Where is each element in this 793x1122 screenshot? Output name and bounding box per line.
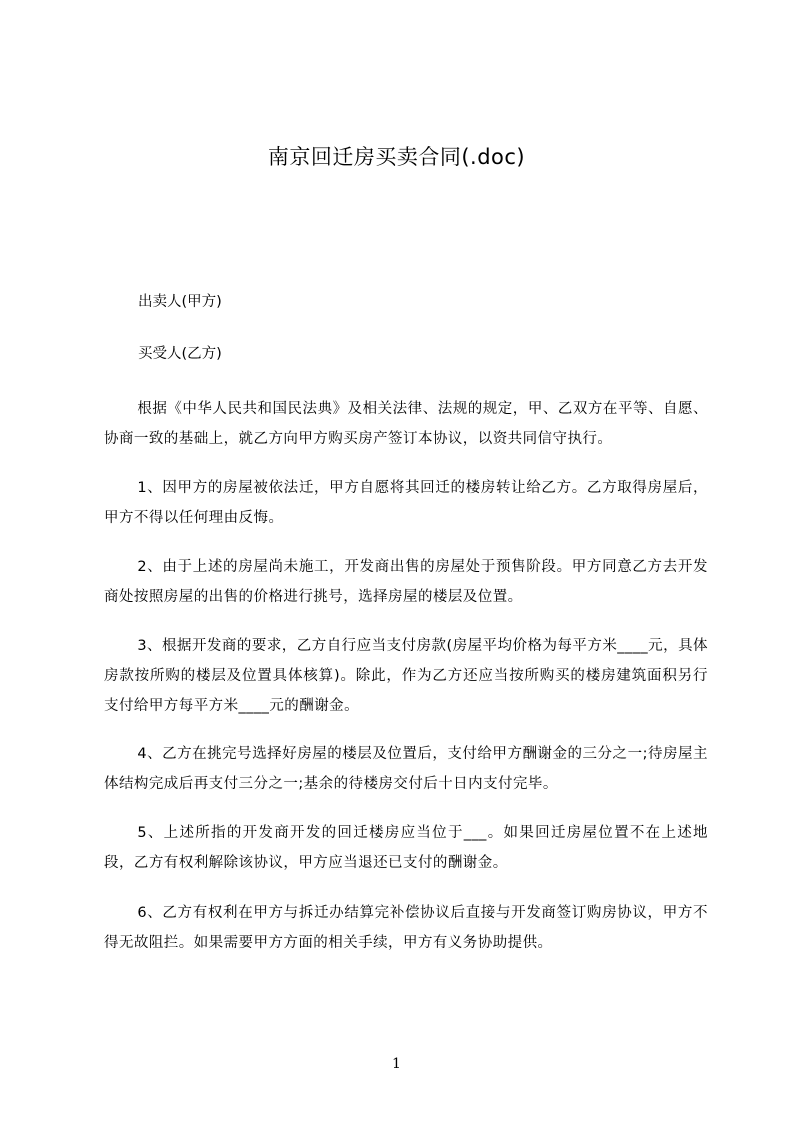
document-title: 南京回迁房买卖合同(.doc) bbox=[267, 145, 526, 169]
clause-3-paragraph: 3、根据开发商的要求，乙方自行应当支付房款(房屋平均价格为每平方米____元，具体房款按所购的楼层及位置具体核算)。除此，作为乙方还应当按所购买的楼房建筑面积另行支付给甲方每平方米____元的酬谢金。 bbox=[104, 638, 708, 714]
clause-4-paragraph: 4、乙方在挑完号选择好房屋的楼层及位置后，支付给甲方酬谢金的三分之一;待房屋主体结构完成后再支付三分之一;基余的待楼房交付后十日内支付完毕。 bbox=[104, 746, 708, 792]
buyer-label: 买受人(乙方) bbox=[138, 346, 222, 362]
page-number: 1 bbox=[392, 1056, 401, 1072]
preamble-paragraph: 根据《中华人民共和国民法典》及相关法律、法规的规定，甲、乙双方在平等、自愿、协商一致的基础上，就乙方向甲方购买房产签订本协议，以资共同信守执行。 bbox=[104, 401, 708, 447]
clause-5-paragraph: 5、上述所指的开发商开发的回迁楼房应当位于___。如果回迁房屋位置不在上述地段，乙方有权利解除该协议，甲方应当退还已支付的酬谢金。 bbox=[104, 825, 708, 871]
clause-2-paragraph: 2、由于上述的房屋尚未施工，开发商出售的房屋处于预售阶段。甲方同意乙方去开发商处按照房屋的出售的价格进行挑号，选择房屋的楼层及位置。 bbox=[104, 559, 708, 605]
seller-label: 出卖人(甲方) bbox=[138, 294, 222, 310]
clause-1-paragraph: 1、因甲方的房屋被依法迁，甲方自愿将其回迁的楼房转让给乙方。乙方取得房屋后，甲方不得以任何理由反悔。 bbox=[104, 480, 708, 526]
clause-6-paragraph: 6、乙方有权利在甲方与拆迁办结算完补偿协议后直接与开发商签订购房协议，甲方不得无故阻拦。如果需要甲方方面的相关手续，甲方有义务协助提供。 bbox=[104, 905, 708, 951]
